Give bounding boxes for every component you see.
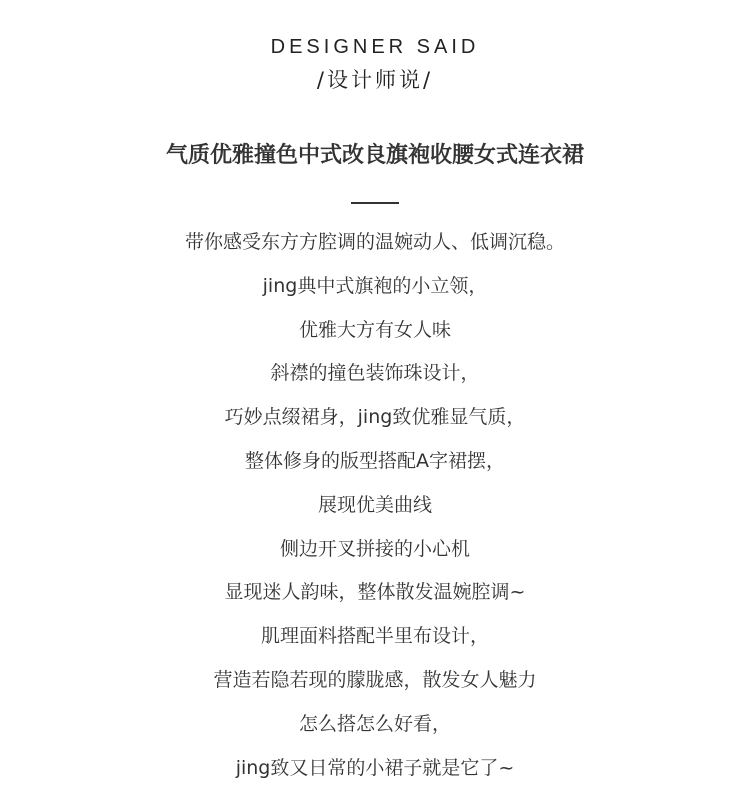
description-line: 整体修身的版型搭配A字裙摆， [245, 449, 505, 472]
description-line: jing典中式旗袍的小立领， [262, 274, 488, 297]
description-line: jing致又日常的小裙子就是它了~ [235, 756, 515, 779]
header-title-cn: /设计师说/ [316, 68, 434, 92]
description-line: 巧妙点缀裙身，jing致优雅显气质， [224, 406, 526, 429]
product-title: 气质优雅撞色中式改良旗袍收腰女式连衣裙 [165, 143, 584, 168]
description-line: 带你感受东方方腔调的温婉动人、低调沉稳。 [184, 231, 565, 253]
divider [351, 202, 399, 204]
description-line: 营造若隐若现的朦胧感，散发女人魅力 [213, 668, 537, 691]
description-lines [0, 226, 750, 795]
description-line: 优雅大方有女人味 [298, 318, 451, 341]
description-line: 怎么搭怎么好看， [298, 712, 451, 735]
description-line: 显现迷人韵味，整体散发温婉腔调~ [224, 581, 526, 604]
description-line: 展现优美曲线 [317, 493, 432, 516]
description-line: 侧边开叉拼接的小心机 [279, 537, 470, 560]
header-title-en: DESIGNER SAID [270, 36, 480, 58]
description-line: 斜襟的撞色装饰珠设计， [270, 362, 480, 385]
description-line: 肌理面料搭配半里布设计， [260, 625, 489, 648]
